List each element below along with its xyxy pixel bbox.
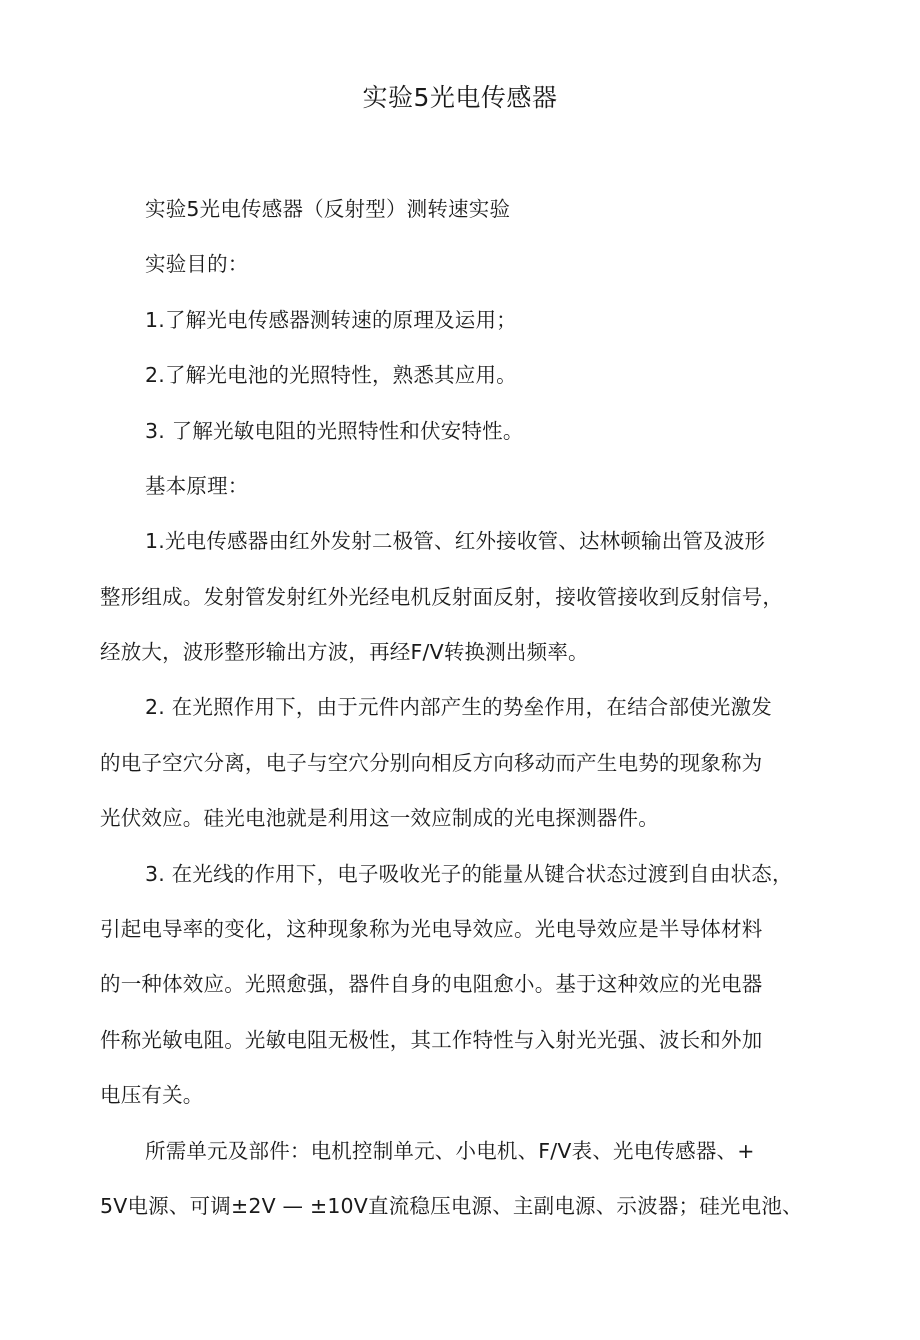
paragraph-line: 1.光电传感器由红外发射二极管、红外接收管、达林顿输出管及波形 (145, 529, 766, 553)
section-heading-principle: 基本原理： (145, 474, 249, 498)
paragraph-line: 的一种体效应。光照愈强，器件自身的电阻愈小。基于这种效应的光电器 (100, 972, 763, 996)
paragraph-line: 引起电导率的变化，这种现象称为光电导效应。光电导效应是半导体材料 (100, 917, 763, 941)
subtitle-line: 实验5光电传感器（反射型）测转速实验 (145, 197, 511, 221)
paragraph-line: 光伏效应。硅光电池就是利用这一效应制成的光电探测器件。 (100, 806, 659, 830)
purpose-item-3: 3. 了解光敏电阻的光照特性和伏安特性。 (145, 419, 524, 443)
paragraph-line: 件称光敏电阻。光敏电阻无极性，其工作特性与入射光光强、波长和外加 (100, 1028, 763, 1052)
paragraph-line: 所需单元及部件：电机控制单元、小电机、F/V表、光电传感器、+ (145, 1139, 755, 1163)
paragraph-line: 的电子空穴分离，电子与空穴分别向相反方向移动而产生电势的现象称为 (100, 751, 763, 775)
paragraph-line: 电压有关。 (100, 1083, 204, 1107)
paragraph-line: 整形组成。发射管发射红外光经电机反射面反射，接收管接收到反射信号， (100, 585, 784, 609)
purpose-item-1: 1.了解光电传感器测转速的原理及运用； (145, 308, 517, 332)
paragraph-line: 2. 在光照作用下，由于元件内部产生的势垒作用，在结合部使光激发 (145, 695, 772, 719)
purpose-item-2: 2.了解光电池的光照特性，熟悉其应用。 (145, 363, 517, 387)
paragraph-line: 经放大，波形整形输出方波，再经F/V转换测出频率。 (100, 640, 589, 664)
paragraph-line: 5V电源、可调±2V — ±10V直流稳压电源、主副电源、示波器；硅光电池、 (100, 1194, 803, 1218)
paragraph-line: 3. 在光线的作用下，电子吸收光子的能量从键合状态过渡到自由状态， (145, 862, 793, 886)
section-heading-purpose: 实验目的： (145, 252, 249, 276)
document-title: 实验5光电传感器 (362, 83, 558, 112)
